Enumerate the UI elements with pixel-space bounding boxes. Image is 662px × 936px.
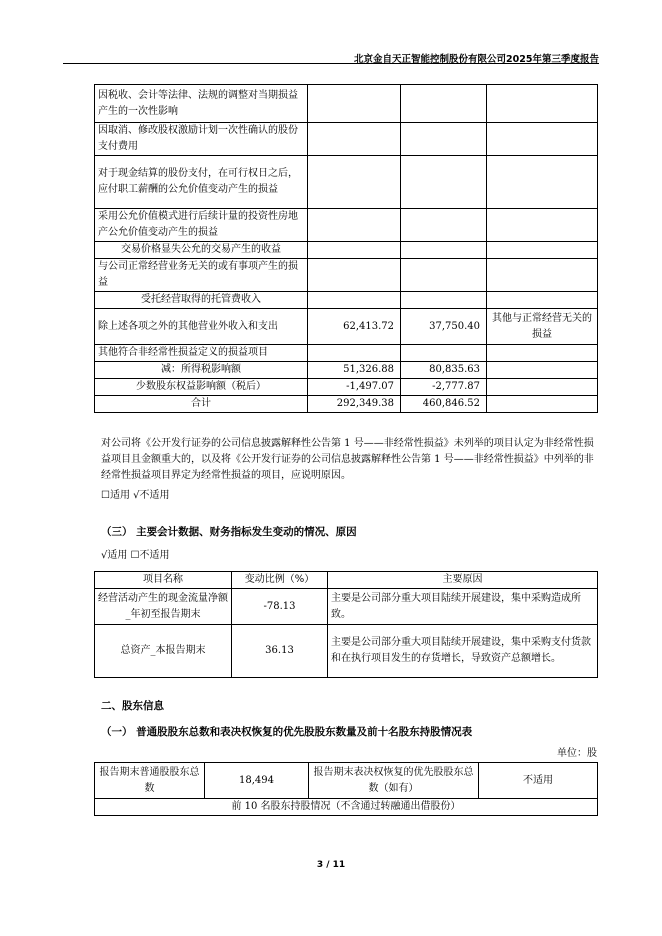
financial-changes-table — [94, 571, 598, 678]
cell-item: 交易价格显失公允的交易产生的收益 — [95, 242, 308, 259]
page-number: 3 / 11 — [316, 860, 346, 870]
cell-item: 少数股东权益影响额（税后） — [95, 379, 308, 396]
table-row — [95, 85, 598, 123]
cell-reason: 主要是公司部分重大项目陆续开展建设，集中采购造成所致。 — [328, 589, 598, 625]
cell-amount-ytd — [401, 209, 487, 242]
cell-amount-ytd — [401, 292, 487, 309]
table-row — [95, 259, 598, 292]
cell-item: 对于现金结算的股份支付，在可行权日之后，应付职工薪酬的公允价值变动产生的损益 — [95, 156, 308, 209]
cell-amount-ytd — [401, 156, 487, 209]
cell-name: 经营活动产生的现金流量净额_年初至报告期末 — [95, 589, 232, 625]
cell-item: 受托经营取得的托管费收入 — [95, 292, 308, 309]
cell-amount-current — [308, 85, 401, 123]
table-row — [95, 292, 598, 309]
shareholder-count-table — [94, 762, 598, 816]
table-row — [95, 589, 598, 625]
table-row — [95, 362, 598, 379]
cell-note — [487, 396, 598, 413]
cell-note — [487, 362, 598, 379]
cell-item: 采用公允价值模式进行后续计量的投资性房地产公允价值变动产生的损益 — [95, 209, 308, 242]
shareholder-subsection-title: （一） 普通股股东总数和表决权恢复的优先股股东数量及前十名股东持股情况表 — [101, 726, 473, 738]
cell-note — [487, 209, 598, 242]
cell-amount-current: 51,326.88 — [308, 362, 401, 379]
cell-amount-ytd: 80,835.63 — [401, 362, 487, 379]
table-row — [95, 242, 598, 259]
table-row — [95, 156, 598, 209]
cell-item: 其他符合非经常性损益定义的损益项目 — [95, 345, 308, 362]
cell-amount-ytd — [401, 123, 487, 156]
cell-amount-current — [308, 259, 401, 292]
cell-note — [487, 123, 598, 156]
cell-item: 因取消、修改股权激励计划一次性确认的股份支付费用 — [95, 123, 308, 156]
header-divider — [63, 63, 599, 64]
report-header-title: 北京金自天正智能控制股份有限公司2025年第三季度报告 — [354, 54, 599, 65]
cell-note — [487, 156, 598, 209]
top10-shareholders-subheader: 前 10 名股东持股情况（不含通过转融通出借股份） — [95, 799, 598, 816]
preferred-shareholder-count-label: 报告期末表决权恢复的优先股股东总数（如有） — [309, 763, 479, 799]
cell-amount-current — [308, 345, 401, 362]
cell-amount-ytd: 460,846.52 — [401, 396, 487, 413]
column-header: 项目名称 — [95, 572, 232, 589]
table-row — [95, 309, 598, 345]
cell-reason: 主要是公司部分重大项目陆续开展建设，集中采购支付货款和在执行项目发生的存货增长，导致资产总额增长。 — [328, 625, 598, 678]
cell-item: 合计 — [95, 396, 308, 413]
non-recurring-gains-table — [94, 84, 598, 413]
cell-note — [487, 259, 598, 292]
column-header: 变动比例（%） — [232, 572, 328, 589]
common-shareholder-count-value: 18,494 — [205, 763, 309, 799]
preferred-shareholder-count-value: 不适用 — [479, 763, 598, 799]
shareholder-section-title: 二、股东信息 — [101, 700, 164, 712]
cell-amount-ytd — [401, 259, 487, 292]
table-row — [95, 396, 598, 413]
cell-amount-ytd — [401, 85, 487, 123]
cell-amount-current — [308, 242, 401, 259]
cell-item: 与公司正常经营业务无关的或有事项产生的损益 — [95, 259, 308, 292]
cell-note — [487, 292, 598, 309]
cell-amount-current — [308, 156, 401, 209]
cell-amount-current: -1,497.07 — [308, 379, 401, 396]
table-row — [95, 379, 598, 396]
cell-note — [487, 345, 598, 362]
explanation-paragraph: 对公司将《公开发行证券的公司信息披露解释性公告第 1 号——非经常性损益》未列举的项目认定为非经常性损益项目且金额重大的，以及将《公开发行证券的公司信息披露解释性公告第 1 号——非经常性损益》中列举的非经常性损益项目界定为经常性损益的项目，应说明原因。 — [101, 438, 594, 481]
cell-amount-current — [308, 292, 401, 309]
table-row — [95, 345, 598, 362]
common-shareholder-count-label: 报告期末普通股股东总数 — [95, 763, 205, 799]
cell-amount-ytd — [401, 345, 487, 362]
table-row — [95, 123, 598, 156]
cell-item: 因税收、会计等法律、法规的调整对当期损益产生的一次性影响 — [95, 85, 308, 123]
cell-ratio: -78.13 — [232, 589, 328, 625]
cell-item: 除上述各项之外的其他营业外收入和支出 — [95, 309, 308, 345]
cell-note — [487, 242, 598, 259]
cell-note — [487, 379, 598, 396]
cell-amount-current: 292,349.38 — [308, 396, 401, 413]
cell-amount-current: 62,413.72 — [308, 309, 401, 345]
cell-name: 总资产_本报告期末 — [95, 625, 232, 678]
cell-amount-ytd: -2,777.87 — [401, 379, 487, 396]
applicability-option-1: ☐适用 √不适用 — [101, 490, 170, 501]
cell-item: 减：所得税影响额 — [95, 362, 308, 379]
cell-amount-current — [308, 209, 401, 242]
cell-amount-ytd: 37,750.40 — [401, 309, 487, 345]
table-row — [95, 625, 598, 678]
section-three-title: （三） 主要会计数据、财务指标发生变动的情况、原因 — [101, 526, 357, 538]
table-header-row — [95, 572, 598, 589]
cell-note — [487, 85, 598, 123]
cell-ratio: 36.13 — [232, 625, 328, 678]
cell-amount-current — [308, 123, 401, 156]
applicability-option-2: √适用 ☐不适用 — [101, 550, 170, 561]
column-header: 主要原因 — [328, 572, 598, 589]
cell-note: 其他与正常经营无关的损益 — [487, 309, 598, 345]
table-row — [95, 209, 598, 242]
unit-label: 单位：股 — [557, 748, 597, 759]
cell-amount-ytd — [401, 242, 487, 259]
